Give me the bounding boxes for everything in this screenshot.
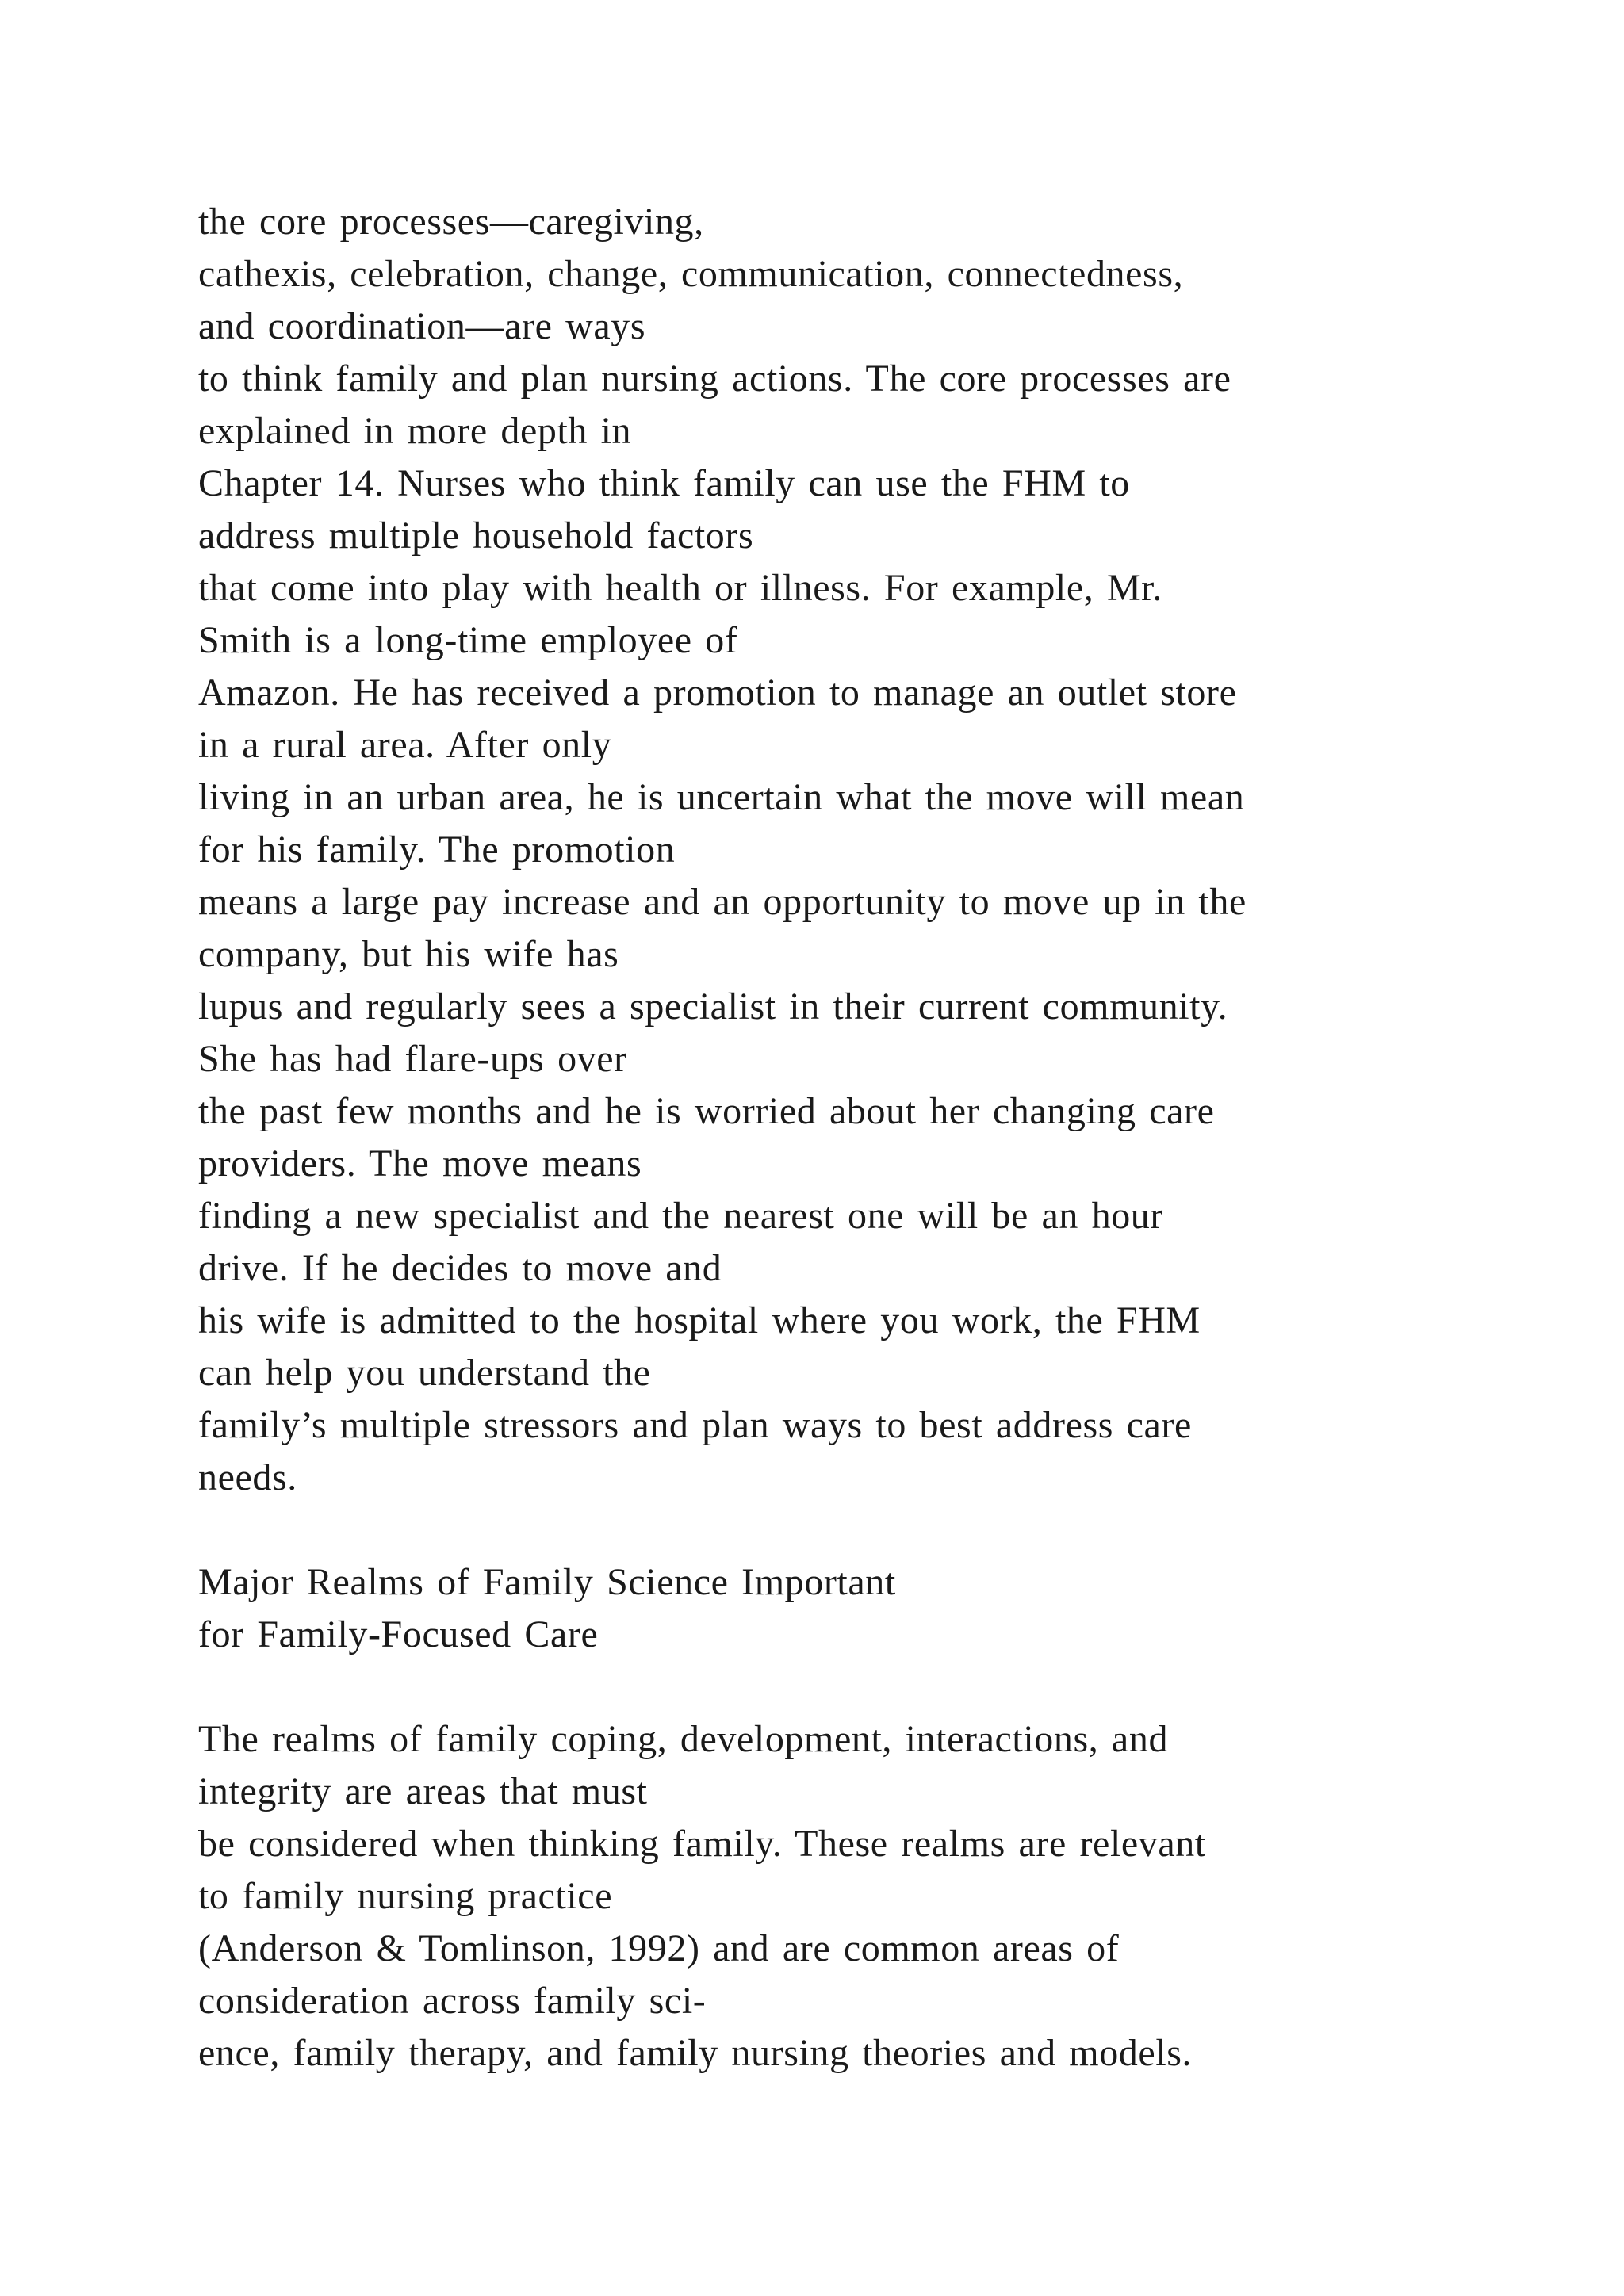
- section-heading: [198, 1556, 1546, 1661]
- text-line: family’s multiple stressors and plan ways to best address care: [198, 1404, 1192, 1446]
- text-line: the core processes—caregiving,: [198, 201, 704, 243]
- text-line: and coordination—are ways: [198, 305, 646, 347]
- paragraph-gap: [198, 1504, 1546, 1556]
- text-line: to think family and plan nursing actions. The core processes are: [198, 358, 1231, 400]
- text-line: explained in more depth in: [198, 410, 632, 452]
- text-line: company, but his wife has: [198, 933, 619, 975]
- text-line: can help you understand the: [198, 1352, 651, 1394]
- text-line: ence, family therapy, and family nursing theories and models.: [198, 2032, 1193, 2074]
- text-line: consideration across family sci-: [198, 1980, 707, 2022]
- text-line: (Anderson & Tomlinson, 1992) and are common areas of: [198, 1927, 1120, 1969]
- text-line: Smith is a long-time employee of: [198, 619, 738, 661]
- text-line: that come into play with health or illness. For example, Mr.: [198, 567, 1162, 609]
- text-line: lupus and regularly sees a specialist in their current community.: [198, 985, 1228, 1027]
- text-line: for his family. The promotion: [198, 828, 676, 871]
- text-line: address multiple household factors: [198, 515, 754, 557]
- text-line: living in an urban area, he is uncertain what the move will mean: [198, 776, 1245, 818]
- text-line: drive. If he decides to move and: [198, 1247, 722, 1289]
- text-line: Chapter 14. Nurses who think family can use the FHM to: [198, 462, 1130, 504]
- text-line: the past few months and he is worried about her changing care: [198, 1090, 1215, 1132]
- text-line: means a large pay increase and an opportunity to move up in the: [198, 881, 1247, 923]
- text-line: She has had flare-ups over: [198, 1038, 627, 1080]
- text-line: providers. The move means: [198, 1142, 642, 1184]
- paragraph-realms: [198, 1713, 1546, 2080]
- text-body: [198, 196, 1546, 2080]
- text-line: integrity are areas that must: [198, 1770, 648, 1812]
- paragraph-core-processes: [198, 196, 1546, 1504]
- paragraph-gap: [198, 1661, 1546, 1713]
- heading-line: Major Realms of Family Science Important: [198, 1561, 896, 1603]
- text-line: in a rural area. After only: [198, 724, 612, 766]
- heading-line: for Family-Focused Care: [198, 1613, 599, 1655]
- text-line: Amazon. He has received a promotion to manage an outlet store: [198, 672, 1237, 714]
- text-line: his wife is admitted to the hospital where you work, the FHM: [198, 1299, 1201, 1341]
- text-line: finding a new specialist and the nearest one will be an hour: [198, 1195, 1163, 1237]
- text-line: needs.: [198, 1456, 297, 1498]
- text-line: The realms of family coping, development, interactions, and: [198, 1718, 1169, 1760]
- text-line: to family nursing practice: [198, 1875, 613, 1917]
- text-line: be considered when thinking family. These realms are relevant: [198, 1823, 1206, 1865]
- text-line: cathexis, celebration, change, communication, connectedness,: [198, 253, 1184, 295]
